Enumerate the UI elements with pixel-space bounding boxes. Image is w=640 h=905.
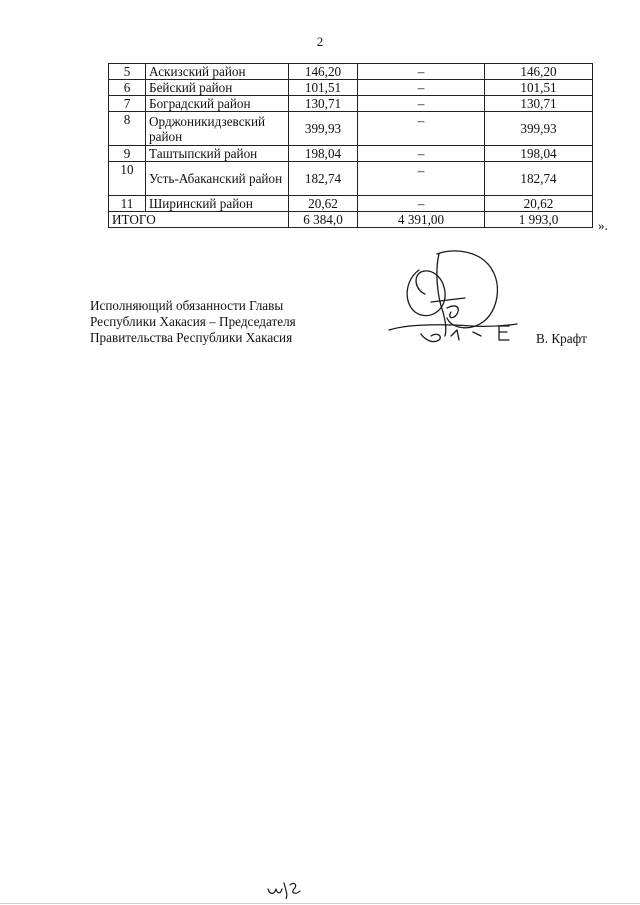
- district-name: Орджоникидзевский район: [146, 112, 289, 146]
- republic-amount: 20,62: [485, 196, 593, 212]
- row-number: 6: [109, 80, 146, 96]
- republic-amount: 130,71: [485, 96, 593, 112]
- total-amount: 130,71: [289, 96, 358, 112]
- total-row: [109, 212, 593, 228]
- federal-amount: –: [358, 112, 485, 146]
- federal-amount: –: [358, 64, 485, 80]
- row-number: 7: [109, 96, 146, 112]
- page-bottom-rule: [0, 903, 640, 904]
- row-number: 11: [109, 196, 146, 212]
- table-row: [109, 146, 593, 162]
- republic-amount: 399,93: [485, 112, 593, 146]
- signatory-title-line: Исполняющий обязанности Главы: [90, 298, 284, 313]
- total-amount: 182,74: [289, 162, 358, 196]
- federal-amount: –: [358, 96, 485, 112]
- closing-quote: ».: [598, 218, 608, 233]
- federal-amount: 4 391,00: [358, 212, 485, 228]
- republic-amount: 146,20: [485, 64, 593, 80]
- district-name: Таштыпский район: [146, 146, 289, 162]
- republic-amount: 198,04: [485, 146, 593, 162]
- signatory-title-line: Республики Хакасия – Председателя: [90, 314, 296, 329]
- table-row: [109, 80, 593, 96]
- table-row: [109, 96, 593, 112]
- districts-table: [108, 63, 593, 228]
- total-amount: 101,51: [289, 80, 358, 96]
- total-label: ИТОГО: [109, 212, 289, 228]
- district-name: Боградский район: [146, 96, 289, 112]
- row-number: 8: [109, 112, 146, 146]
- row-number: 5: [109, 64, 146, 80]
- federal-amount: –: [358, 80, 485, 96]
- federal-amount: –: [358, 146, 485, 162]
- district-name: Аскизский район: [146, 64, 289, 80]
- republic-amount: 1 993,0: [485, 212, 593, 228]
- handwritten-initials: [260, 875, 310, 899]
- district-name: Ширинский район: [146, 196, 289, 212]
- total-amount: 399,93: [289, 112, 358, 146]
- signatory-title: [90, 298, 296, 346]
- handwritten-signature: [385, 240, 535, 352]
- total-amount: 198,04: [289, 146, 358, 162]
- republic-amount: 101,51: [485, 80, 593, 96]
- signatory-title-line: Правительства Республики Хакасия: [90, 330, 293, 345]
- federal-amount: –: [358, 162, 485, 196]
- federal-amount: –: [358, 196, 485, 212]
- signer-name: В. Крафт: [536, 331, 587, 346]
- row-number: 9: [109, 146, 146, 162]
- total-amount: 20,62: [289, 196, 358, 212]
- table-row: [109, 64, 593, 80]
- table-row: [109, 196, 593, 212]
- table-row: [109, 162, 593, 196]
- total-amount: 146,20: [289, 64, 358, 80]
- table-row: [109, 112, 593, 146]
- total-amount: 6 384,0: [289, 212, 358, 228]
- page-number: 2: [316, 34, 324, 49]
- republic-amount: 182,74: [485, 162, 593, 196]
- district-name: Усть-Абаканский район: [146, 162, 289, 196]
- district-name: Бейский район: [146, 80, 289, 96]
- row-number: 10: [109, 162, 146, 196]
